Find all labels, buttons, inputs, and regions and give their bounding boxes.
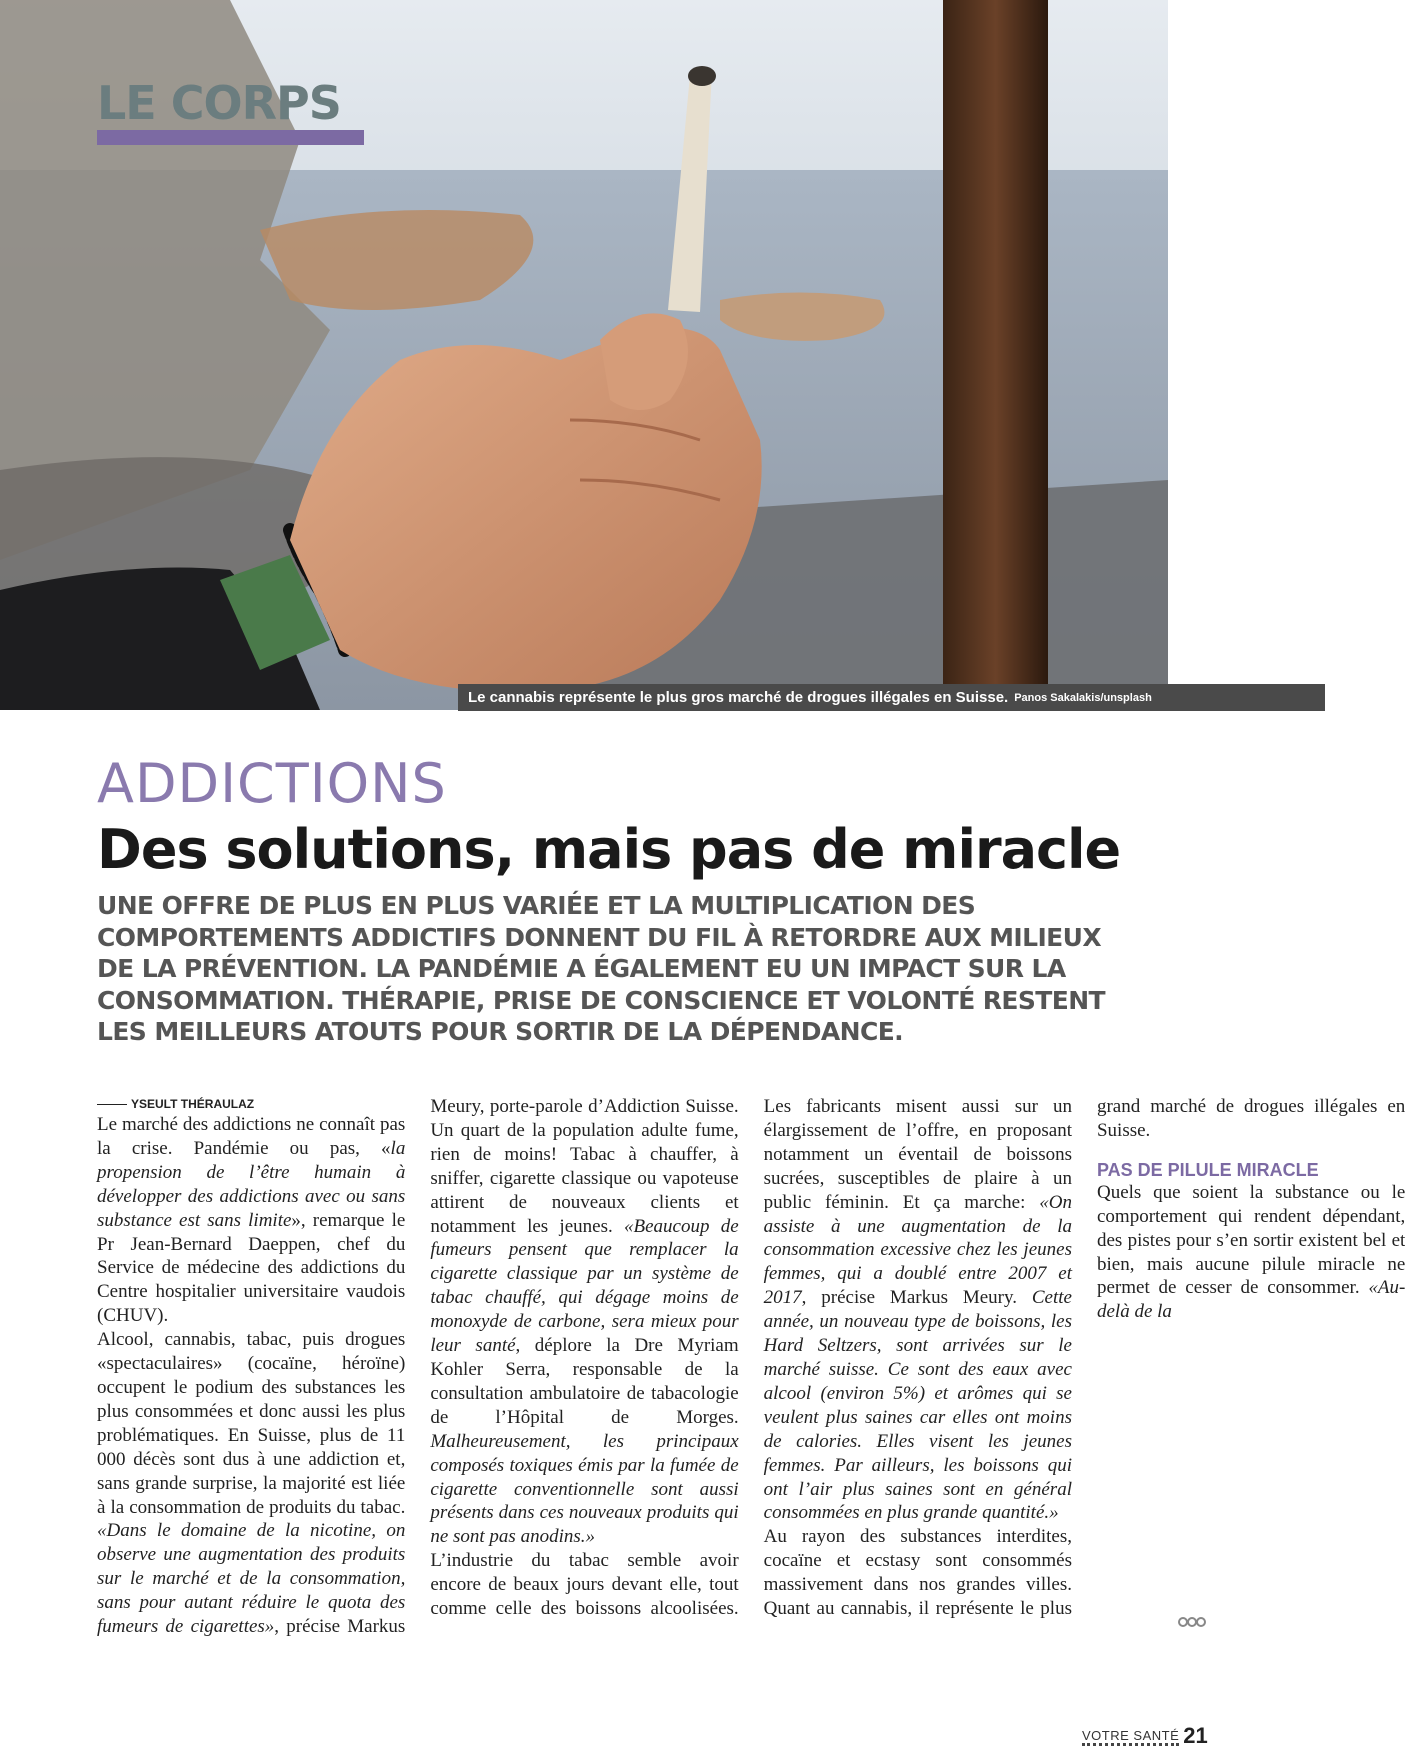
paragraph-1-text-end: », remarque le Pr Jean-Bernard Daeppen, chef du Service de médecine des addictions du Centre hospitalier universitaire vaudois (CHUV). [97,1209,406,1327]
magazine-name: VOTRE SANTÉ [1082,1729,1179,1746]
byline-rule [97,1104,127,1105]
paragraph-2-text: Alcool, cannabis, tabac, puis drogues «spectaculaires» (cocaïne, héroïne) occupent le podium des substances les plus consommées et donc aussi les plus problématiques. En Suisse, plus de 11 000 décès sont dus à une addiction et, sans grande surprise, la majorité est liée à la consommation de produits du tabac. [97,1329,406,1518]
continue-dots-icon [1178,1616,1206,1628]
paragraph-3-text: L’industrie du tabac semble avoir encore de beaux jours devant elle, tout comme celle des boissons alcoolisées. Les fabricants misent aussi sur un élargissement de l’offre, en proposant notamment un éventail de boissons sucrées, susceptibles de plaire à un public féminin. Et ça marche: [430,1096,1072,1620]
article-title: Des solutions, mais pas de miracle [97,818,1121,881]
paragraph-3-quote: «On assiste à une augmentation de la consommation excessive chez les jeunes femmes, qui a doublé entre 2007 et 2017 [763,1191,1072,1309]
hero-photo [0,0,1168,710]
article-body [97,1095,1405,1640]
paragraph-5-quote: «Au-delà de la [1096,1277,1405,1323]
paragraph-2-text-mid: , précise Markus Meury, porte-parole d’Addiction Suisse. Un quart de la population adulte fume, rien de moins! Tabac à chauffer, à sniffer, cigarette classique ou vapoteuse attirent de nouveaux clients et notamment les jeunes. [274,1096,739,1638]
paragraph-2-quote-2: «Beaucoup de fumeurs pensent que remplacer la cigarette classique par un système de tabac chauffé, qui dégage moins de monoxyde de carbone, sera mieux pour leur santé [430,1215,739,1357]
page-footer [1082,1723,1208,1748]
subheading: PAS DE PILULE MIRACLE [1096,1159,1319,1180]
paragraph-5-text: Quels que soient la substance ou le comportement qui rendent dépendant, des pistes pour s’en sortir existent bel et bien, mais aucune pilule miracle ne permet de cesser de consommer. [1096,1181,1405,1299]
paragraph-1 [97,1113,405,1328]
paragraph-3-text-mid: , précise Markus Meury. [801,1287,1032,1309]
paragraph-2-quote: «Dans le domaine de la nicotine, on observe une augmentation des produits sur le marché et de la consommation, sans pour autant réduire le quota des fumeurs de cigarettes» [97,1520,406,1638]
paragraph-5 [1097,1181,1405,1324]
paragraph-4: Au rayon des substances interdites, cocaïne et ecstasy sont consommés massivement dans nos grandes villes. Quant au cannabis, il représente le plus grand marché de drogues illégales en Suisse. [763,1096,1405,1620]
byline [97,1095,405,1113]
photo-caption: Le cannabis représente le plus gros marché de drogues illégales en Suisse. [468,689,1009,706]
paragraph-1-text: Le marché des addictions ne connaît pas la crise. Pandémie ou pas, « [97,1114,406,1159]
author-name: YSEULT THÉRAULAZ [131,1097,255,1111]
page-number: 21 [1183,1723,1208,1748]
paragraph-2-text-mid-2: , déplore la Dre Myriam Kohler Serra, responsable de la consultation ambulatoire de tabacologie de l’Hôpital de Morges. [430,1335,739,1428]
photo-credit: Panos Sakalakis/unsplash [1014,691,1152,704]
article-lead: UNE OFFRE DE PLUS EN PLUS VARIÉE ET LA MULTIPLICATION DES COMPORTEMENTS ADDICTIFS DONNENT DU FIL À RETORDRE AUX MILIEUX DE LA PRÉVENTION. LA PANDÉMIE A ÉGALEMENT EU UN IMPACT SUR LA CONSOMMATION. THÉRAPIE, PRISE DE CONSCIENCE ET VOLONTÉ RESTENT LES MEILLEURS ATOUTS POUR SORTIR DE LA DÉPENDANCE. [97,891,1106,1046]
section-underline [97,130,364,145]
photo-caption-bar [458,684,1325,711]
paragraph-1-quote: la propension de l’être humain à développer des addictions avec ou sans substance est sans limite [97,1137,406,1231]
paragraph-2-quote-3: Malheureusement, les principaux composés toxiques émis par la fumée de cigarette conventionnelle sont aussi présents dans ces nouveaux produits qui ne sont pas anodins.» [430,1430,739,1548]
article-kicker: ADDICTIONS [97,752,447,815]
paragraph-3-quote-2: Cette année, un nouveau type de boissons, les Hard Seltzers, sont arrivées sur le marché suisse. Ce sont des eaux avec alcool (environ 5%) et arômes qui se veulent plus saines car elles ont moins de calories. Elles visent les jeunes femmes. Par ailleurs, les boissons qui ont l’air plus saines sont en général consommées en plus grande quantité.» [763,1287,1072,1524]
section-label: LE CORPS [97,76,341,130]
